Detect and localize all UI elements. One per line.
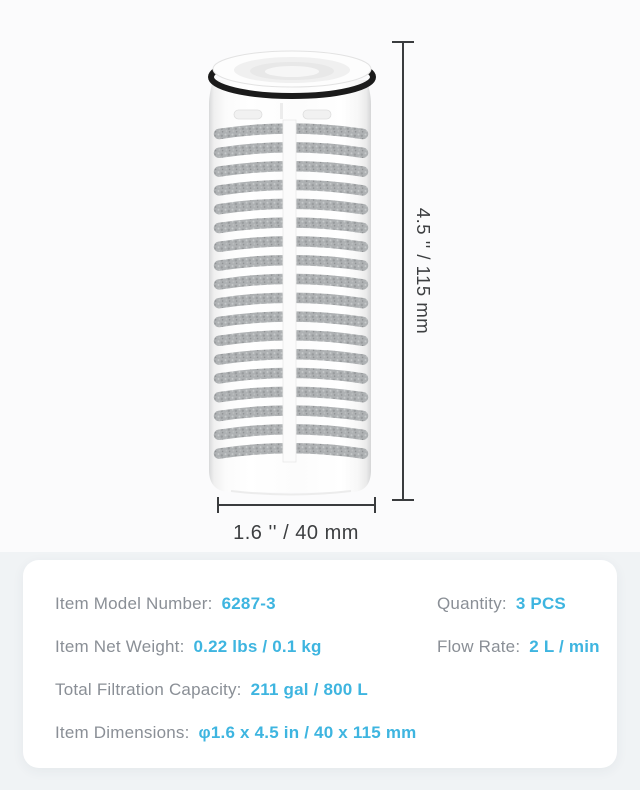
spec-label: Flow Rate: <box>437 636 521 656</box>
spec-row-net-weight <box>55 625 416 668</box>
spec-value: 2 L / min <box>529 636 600 656</box>
height-dimension-label: 4.5 '' / 115 mm <box>413 207 434 335</box>
width-dimension-label: 1.6 '' / 40 mm <box>233 522 359 544</box>
spec-value: 6287-3 <box>221 593 276 613</box>
spec-row-filtration-capacity <box>55 668 416 711</box>
spec-section <box>0 552 640 790</box>
height-dimension-line <box>392 42 414 500</box>
spec-row-item-dimensions <box>55 711 416 754</box>
spec-label: Item Net Weight: <box>55 636 185 656</box>
spec-value: 0.22 lbs / 0.1 kg <box>193 636 322 656</box>
spec-value: φ1.6 x 4.5 in / 40 x 115 mm <box>198 722 417 742</box>
spec-value: 211 gal / 800 L <box>250 679 368 699</box>
spec-row-flow-rate <box>437 625 600 668</box>
spec-label: Quantity: <box>437 593 507 613</box>
spec-card <box>23 560 617 768</box>
spec-label: Item Model Number: <box>55 593 213 613</box>
spec-label: Item Dimensions: <box>55 722 190 742</box>
spec-value: 3 PCS <box>515 593 566 613</box>
spec-label: Total Filtration Capacity: <box>55 679 242 699</box>
spec-row-quantity <box>437 582 600 625</box>
spec-row-model-number <box>55 582 416 625</box>
spec-column-left <box>55 582 416 754</box>
spec-column-right <box>437 582 600 668</box>
width-dimension-line <box>218 497 375 513</box>
center-rib <box>283 120 296 462</box>
